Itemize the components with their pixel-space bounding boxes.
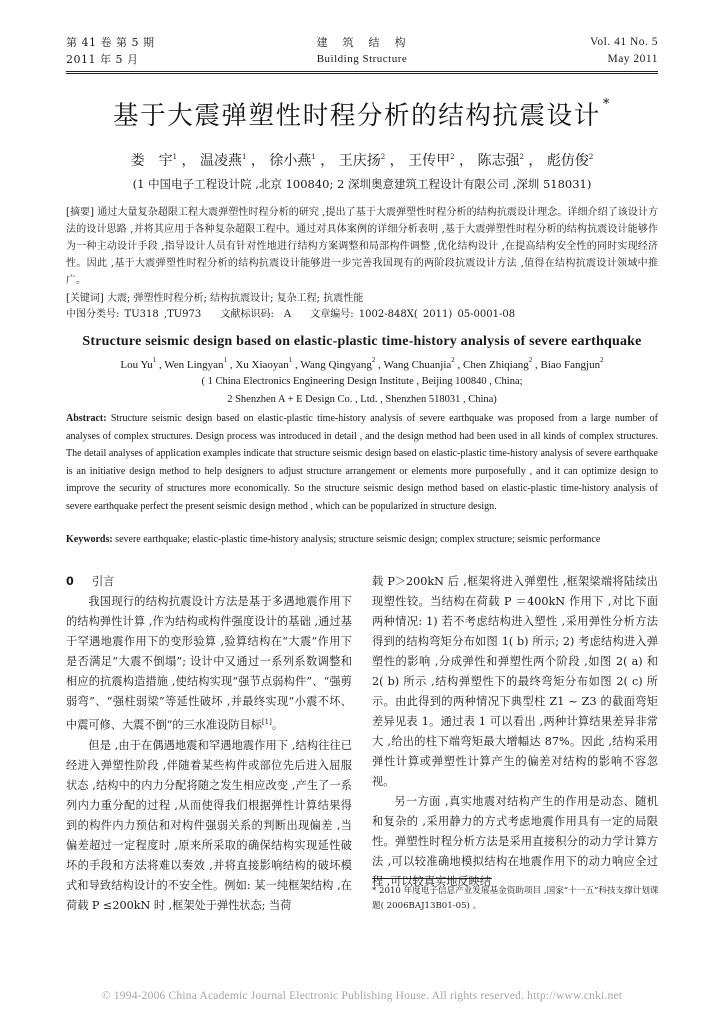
abstract-text-en: Structure seismic design based on elastic-plastic time-history analysis of severe earthquake was proposed from a large number of analyses of complex structures. Design process was introduced in detail , and the design method had been used in all kinds of complex structures. The detail analyses of application examples indicate that structure seismic design based on elastic-plastic time-history analysis of severe earthquake is an initiative design method to help designers to adjust structure arrangement or elements more purposefully , and it can optimize design to improve the security of structures more economically. So the structure seismic design method based on elastic-plastic time-history analysis of severe earthquake perfect the present seismic design method , which can be popularized in structure design. xyxy=(66,413,658,512)
author-affiliation-mark: 2 xyxy=(450,153,455,161)
paper-title-en: Structure seismic design based on elastic-plastic time-history analysis of severe earthquake xyxy=(82,334,642,349)
author-affiliation-mark: 1 xyxy=(288,356,293,364)
author-en: Wang Qingyang xyxy=(300,359,372,371)
section-title: 引言 xyxy=(92,575,115,588)
author-affiliation-mark: 2 xyxy=(519,153,524,161)
volume-issue: 第 41 卷 第 5 期 xyxy=(66,36,155,49)
abstract-en xyxy=(66,410,658,516)
abstract-label-cn: [摘要] xyxy=(66,207,95,218)
paragraph-text: 我国现行的结构抗震设计方法是基于多遇地震作用下的结构弹性计算 ,作为结构或构件强度设计的基础 ,通过基于罕遇地震作用下的变形验算 ,验算结构在“大震”作用下是否满足“大震不倒塌”; 设计中又通过一系列系数调整和相应的抗震构造措施 ,使结构实现“强节点弱构件”、“强剪弱弯”、“强柱弱梁”等延性破坏 ,并最终实现“小震不坏、中震可修、大震不倒”的三水准设防目标 xyxy=(66,595,352,732)
document-code: 文献标识码: A xyxy=(220,309,292,320)
section-heading xyxy=(66,572,352,592)
author-affiliation-mark: 2 xyxy=(600,356,604,364)
author-list-en: Lou Yu$^1$ , Wen Lingyan$^1$ , Xu Xiaoyan$^1$ , Wang Qingyang$^2$ , Wang Chuanjia$^2$ , Chen Zhiqiang$^2$ , Biao Fangjun$^2$ xyxy=(120,356,604,371)
author: 温凌燕 xyxy=(200,153,243,169)
footnote-rule xyxy=(372,878,492,879)
article-number: 文章编号: 1002-848X( 2011) 05-0001-08 xyxy=(310,309,516,320)
author-affiliation-mark: 2 xyxy=(380,153,386,161)
keywords-label-cn: [关键词] xyxy=(66,293,104,304)
paper-title-cn xyxy=(0,96,724,132)
header-rule xyxy=(66,71,658,72)
abstract-cn xyxy=(66,204,658,289)
author-affiliation-mark: 2 xyxy=(528,356,533,364)
author-en: Chen Zhiqiang xyxy=(463,359,529,371)
body-column-right xyxy=(372,572,658,892)
journal-volume-info-en xyxy=(590,34,658,68)
journal-name-cn: 建 筑 结 构 xyxy=(316,36,408,49)
title-text: 基于大震弹塑性时程分析的结构抗震设计 xyxy=(113,101,601,131)
author: 徐小燕 xyxy=(269,153,312,169)
body-column-left xyxy=(66,572,352,916)
section-number: 0 xyxy=(66,575,74,588)
body-paragraph xyxy=(66,592,352,736)
keywords-label-en: Keywords: xyxy=(66,534,113,545)
body-paragraph: 但是 ,由于在偶遇地震和罕遇地震作用下 ,结构往往已经进入弹塑性阶段 ,伴随着某些构件或部位先后进入屈服状态 ,结构中的内力分配将随之发生相应改变 ,产生了一系列内力重分配的过程 ,从而使得我们根据弹性计算结果得到的构件内力预估和对构件强弱关系的判断出现偏差 ,当偏差超过一定程度时 ,原来所采取的确保结构实现延性破坏的手段和方法将难以奏效 ,并将直接影响结构的破坏模式和导致结构设计的不安全性。例如: 某一纯框架结构 ,在荷载 P ≤200kN 时 ,框架处于弹性状态; 当荷 xyxy=(66,738,352,912)
author-affiliation-mark: 1 xyxy=(223,356,228,364)
author-en: Wang Chuanjia xyxy=(383,359,452,371)
paragraph-end: 。 xyxy=(271,718,284,732)
author-affiliation-mark: 1 xyxy=(242,153,247,161)
classification-line xyxy=(66,306,529,323)
body-paragraph: 另一方面 ,真实地震对结构产生的作用是动态、随机和复杂的 ,采用静力的方式考虑地震作用具有一定的局限性。弹塑性时程分析方法是采用直接积分的动力学计算方法 ,可以较准确地模拟结构在地震作用下的动力响应全过程 ,可以较真实地反映结 xyxy=(372,795,658,888)
author: 娄 宇 xyxy=(130,153,173,169)
author-en: Wen Lingyan xyxy=(164,359,224,371)
keywords-text-cn: 大震; 弹塑性时程分析; 结构抗震设计; 复杂工程; 抗震性能 xyxy=(107,293,364,304)
affiliation-cn: (1 中国电子工程设计院 ,北京 100840; 2 深圳奥意建筑工程设计有限公司 ,深圳 518031) xyxy=(132,177,592,191)
citation-ref: [1] xyxy=(261,718,272,726)
author-affiliation-mark: 2 xyxy=(588,153,594,161)
author-list-cn: 娄 宇$^1$ ， 温凌燕$^1$ ， 徐小燕$^1$ ， 王庆扬$^2$ ， 王传甲$^2$ ， 陈志强$^2$ ， 彪仿俊$^2$ xyxy=(130,153,594,169)
author-affiliation-mark: 1 xyxy=(311,153,316,161)
abstract-text-cn: 通过大量复杂超限工程大震弹塑性时程分析的研究 ,提出了基于大震弹塑性时程分析的结构抗震设计理念。详细介绍了该设计方法的设计思路 ,并将其应用于各种复杂超限工程中。通过对具体案例的详细分析表明 ,基于大震弹塑性时程分析的结构抗震设计能够作为一种主动设计手段 ,指导设计人员有针对性地进行结构方案调整和局部构件调整 ,优化结构设计 ,在提高结构安全性的同时实现经济性。因此 ,基于大震弹塑性时程分析的结构抗震设计能够进一步完善我国现有的两阶段抗震设计方法 ,值得在结构抗震设计领域中推广。 xyxy=(66,207,659,286)
funding-footnote: * 2010 年度电子信息产业发展基金资助项目 ,国家“十一五”科技支撑计划课题( 2006BAJ13B01-05) 。 xyxy=(372,886,659,911)
keywords-cn xyxy=(66,290,363,307)
author-en: Lou Yu xyxy=(120,359,153,371)
author-en: Xu Xiaoyan xyxy=(235,359,289,371)
clc-number: 中图分类号: TU318 ,TU973 xyxy=(66,309,202,320)
author: 彪仿俊 xyxy=(546,153,589,169)
title-footnote-marker: * xyxy=(602,97,611,112)
issue-date-cn: 2011 年 5 月 xyxy=(66,53,139,66)
author-affiliation-mark: 1 xyxy=(152,356,157,364)
journal-name-en: Building Structure xyxy=(316,53,408,65)
author-affiliation-mark: 2 xyxy=(371,356,376,364)
body-paragraph: 载 P＞200kN 后 ,框架将进入弹塑性 ,框架梁端将陆续出现塑性铰。当结构在荷载 P ＝400kN 作用下 ,对比下面两种情况: 1) 若不考虑结构进入塑性 ,采用弹性分析方法得到的结构弯矩分布如图 1( b) 所示; 2) 考虑结构进入弹塑性的影响 ,分成弹性和弹塑性两个阶段 ,如图 2( a) 和 2( b) 所示 ,结构弹塑性下的最终弯矩分布如图 2( c) 所示。由此得到的两种情况下典型柱 Z1 ~ Z3 的截面弯矩差异见表 1。通过表 1 可以看出 ,两种计算结果差异非常大 ,给出的柱下端弯矩最大增幅达 87%。因此 ,结构采用弹性计算或弹塑性计算产生的偏差对结构的影响不容忽视。 xyxy=(372,575,658,788)
author-en: Biao Fangjun xyxy=(540,359,601,371)
author-affiliation-mark: 2 xyxy=(451,356,455,364)
affiliation-en-2: 2 Shenzhen A + E Design Co. , Ltd. , Shenzhen 518031 , China) xyxy=(227,394,497,405)
affiliation-en-1: ( 1 China Electronics Engineering Design Institute , Beijing 100840 , China; xyxy=(201,376,523,387)
author: 陈志强 xyxy=(477,153,520,169)
keywords-en xyxy=(66,531,658,549)
author: 王庆扬 xyxy=(338,153,381,169)
issue-date-en: May 2011 xyxy=(607,53,658,65)
header-rule-thin xyxy=(66,73,658,74)
abstract-label-en: Abstract: xyxy=(66,413,107,424)
volume-issue-en: Vol. 41 No. 5 xyxy=(590,36,658,48)
author-affiliation-mark: 1 xyxy=(172,153,178,161)
keywords-text-en: severe earthquake; elastic-plastic time-history analysis; structure seismic design; complex structure; seismic performance xyxy=(115,534,601,545)
author: 王传甲 xyxy=(408,153,451,169)
copyright-watermark: © 1994-2006 China Academic Journal Electronic Publishing House. All rights reserved. http://www.cnki.net xyxy=(101,990,623,1002)
